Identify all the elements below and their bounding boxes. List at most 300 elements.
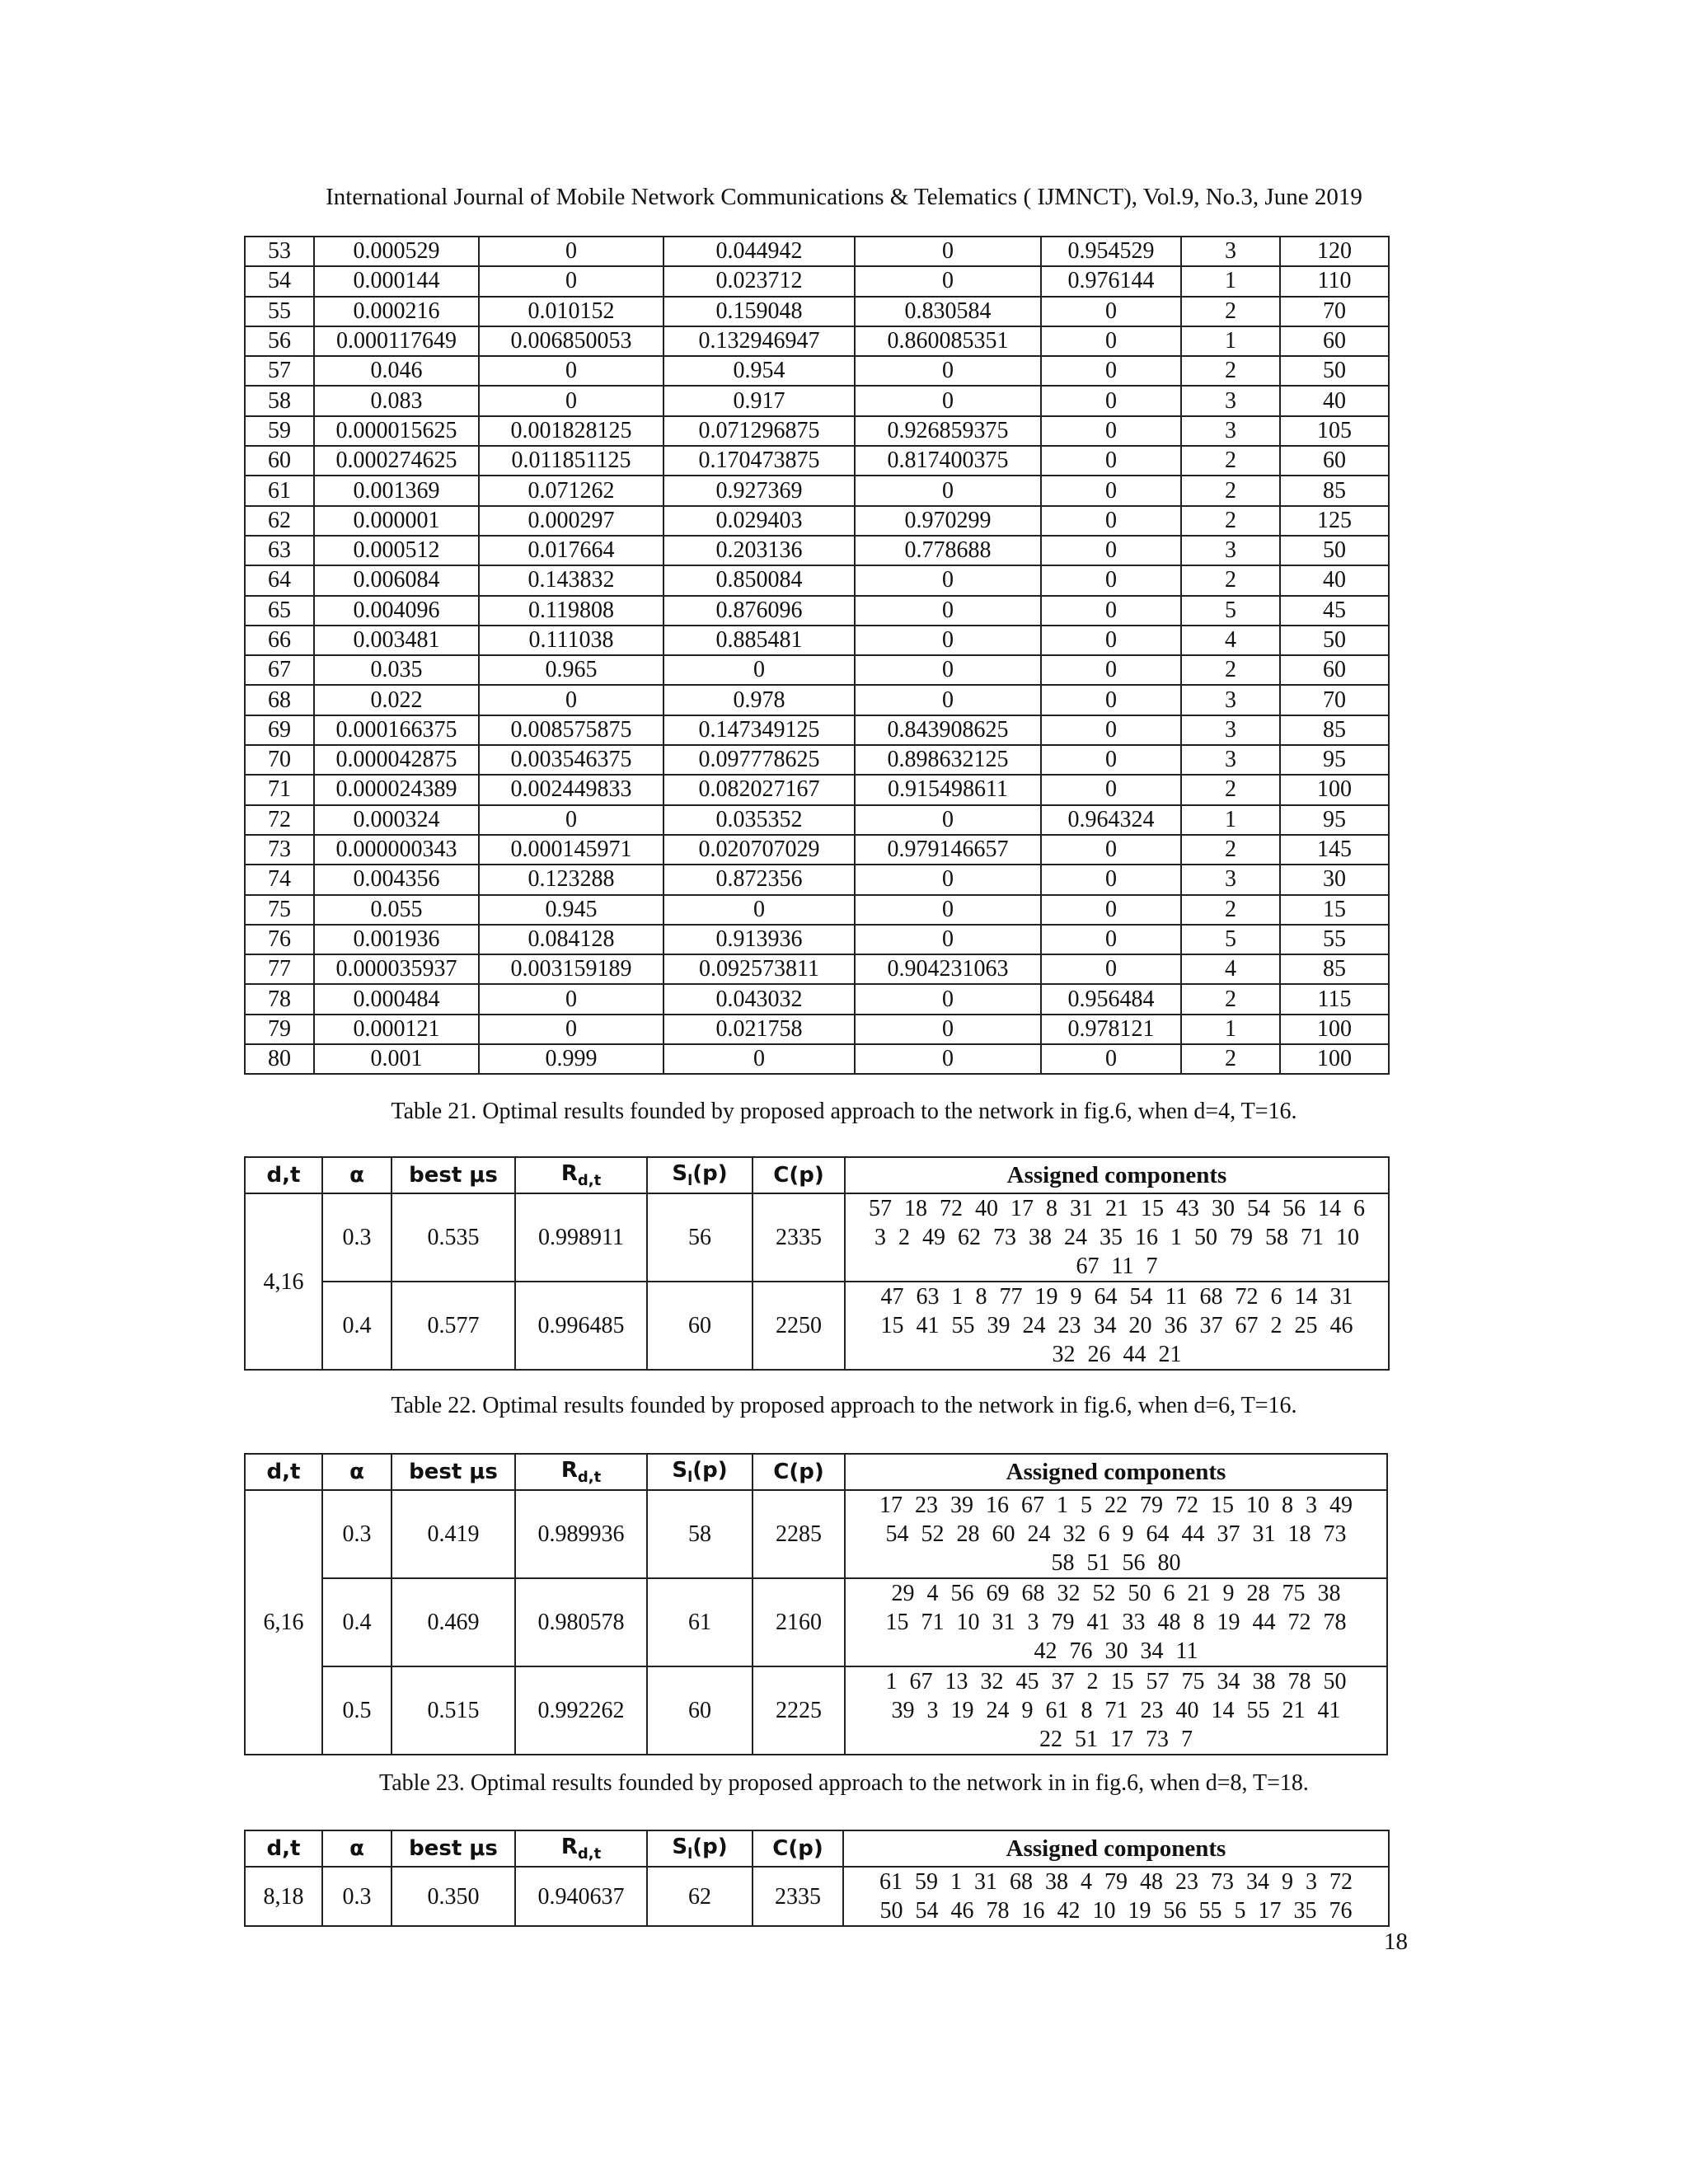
table-row	[245, 805, 1389, 835]
table-cell: 15	[1280, 895, 1389, 925]
table-cell: 71	[245, 775, 314, 804]
table-cell: 0.876096	[663, 596, 855, 626]
table21-caption: Table 21. Optimal results founded by proposed approach to the network in fig.6, when d=4, T=16.	[391, 1099, 1297, 1124]
component-line: 1 67 13 32 45 37 2 15 57 75 34 38 78 50	[885, 1669, 1347, 1694]
table-row	[245, 954, 1389, 984]
table-cell: 0	[479, 984, 663, 1014]
table-cell: 0.001369	[314, 476, 479, 505]
table-cell: 0.978121	[1041, 1015, 1181, 1044]
table-cell: 60	[1280, 326, 1389, 356]
table-cell: 2	[1181, 476, 1280, 505]
table-cell: 5	[1181, 596, 1280, 626]
table-cell: 100	[1280, 1044, 1389, 1074]
dt-cell: 8,18	[245, 1867, 322, 1926]
reliability-subscript: d,t	[577, 1172, 602, 1189]
col-dt: d,t	[245, 1157, 322, 1193]
results-table-22	[244, 1453, 1388, 1755]
table-cell: 0	[479, 1015, 663, 1044]
table-row	[245, 715, 1389, 745]
table-row	[245, 506, 1389, 536]
component-line: 50 54 46 78 16 42 10 19 56 55 5 17 35 76	[879, 1898, 1353, 1924]
table-row	[245, 446, 1389, 476]
table-cell: 0.001828125	[479, 416, 663, 446]
table-cell: 3	[1181, 685, 1280, 715]
table-cell: 120	[1280, 237, 1389, 266]
table-cell: 56	[245, 326, 314, 356]
reliability-symbol: R	[560, 1835, 578, 1859]
table-cell: 0.000512	[314, 536, 479, 565]
component-line: 17 23 39 16 67 1 5 22 79 72 15 10 8 3 49	[879, 1493, 1353, 1518]
table-cell: 0	[1041, 536, 1181, 565]
value-cell: 0.3	[322, 1193, 392, 1282]
table-row	[245, 297, 1389, 326]
table-cell: 0	[855, 386, 1041, 415]
table-cell: 85	[1280, 954, 1389, 984]
value-cell: 2285	[753, 1490, 845, 1578]
value-cell: 2335	[753, 1193, 845, 1282]
table-cell: 70	[1280, 297, 1389, 326]
value-cell: 0.4	[322, 1282, 392, 1370]
table-cell: 0.917	[663, 386, 855, 415]
component-line: 15 41 55 39 24 23 34 20 36 37 67 2 25 46	[880, 1313, 1353, 1338]
table-cell: 0	[855, 895, 1041, 925]
table-cell: 0	[1041, 626, 1181, 655]
table-cell: 0.082027167	[663, 775, 855, 804]
table-cell: 95	[1280, 745, 1389, 775]
value-cell: 0.3	[322, 1490, 392, 1578]
table-cell: 65	[245, 596, 314, 626]
table-cell: 0	[1041, 865, 1181, 894]
col-s	[647, 1830, 753, 1867]
table-cell: 2	[1181, 835, 1280, 865]
table-cell: 2	[1181, 565, 1280, 595]
table-cell: 0	[855, 1015, 1041, 1044]
table-cell: 0.123288	[479, 865, 663, 894]
table-cell: 0	[1041, 655, 1181, 685]
table-cell: 0.000529	[314, 237, 479, 266]
table-cell: 0.000001	[314, 506, 479, 536]
table-cell: 1	[1181, 326, 1280, 356]
table-cell: 0.001936	[314, 925, 479, 954]
table-row	[245, 476, 1389, 505]
col-assigned: Assigned components	[843, 1830, 1389, 1867]
table-cell: 1	[1181, 805, 1280, 835]
assigned-components	[845, 1666, 1387, 1755]
component-line: 61 59 1 31 68 38 4 79 48 23 73 34 9 3 72	[879, 1869, 1353, 1895]
table-cell: 3	[1181, 536, 1280, 565]
table-cell: 2	[1181, 356, 1280, 386]
table-cell: 0.203136	[663, 536, 855, 565]
table-row	[245, 1044, 1389, 1074]
table-cell: 73	[245, 835, 314, 865]
col-cost: C(p)	[753, 1157, 845, 1193]
table-cell: 0.817400375	[855, 446, 1041, 476]
table-cell: 4	[1181, 626, 1280, 655]
table-cell: 0	[855, 1044, 1041, 1074]
table-cell: 0.035352	[663, 805, 855, 835]
value-cell: 2160	[753, 1578, 845, 1666]
value-cell: 0.980578	[515, 1578, 647, 1666]
value-cell: 0.419	[392, 1490, 515, 1578]
table-cell: 0.000166375	[314, 715, 479, 745]
table-cell: 0.092573811	[663, 954, 855, 984]
table-cell: 0.006084	[314, 565, 479, 595]
table-cell: 0	[663, 655, 855, 685]
col-s	[647, 1157, 753, 1193]
reliability-subscript: d,t	[577, 1469, 602, 1486]
col-alpha: α	[322, 1830, 392, 1867]
table-cell: 0.003546375	[479, 745, 663, 775]
table-cell: 70	[245, 745, 314, 775]
table-cell: 59	[245, 416, 314, 446]
table-cell: 3	[1181, 386, 1280, 415]
table-cell: 0.000015625	[314, 416, 479, 446]
table-cell: 40	[1280, 565, 1389, 595]
table-cell: 50	[1280, 536, 1389, 565]
table-cell: 0	[855, 237, 1041, 266]
value-cell: 0.3	[322, 1867, 392, 1926]
table-cell: 0.071262	[479, 476, 663, 505]
table-cell: 0.850084	[663, 565, 855, 595]
table-cell: 55	[245, 297, 314, 326]
table-cell: 0.000145971	[479, 835, 663, 865]
table-cell: 0.111038	[479, 626, 663, 655]
table-row	[245, 655, 1389, 685]
table-cell: 105	[1280, 416, 1389, 446]
table-cell: 0.915498611	[855, 775, 1041, 804]
table23-caption: Table 23. Optimal results founded by proposed approach to the network in in fig.6, when d=8, T=18.	[379, 1770, 1309, 1796]
result-row	[245, 1867, 1389, 1926]
table-row	[245, 596, 1389, 626]
table-cell: 40	[1280, 386, 1389, 415]
table-cell: 0	[855, 685, 1041, 715]
table-cell: 85	[1280, 476, 1389, 505]
table-cell: 0.003481	[314, 626, 479, 655]
table-cell: 50	[1280, 626, 1389, 655]
table-cell: 0	[855, 805, 1041, 835]
table-row	[245, 775, 1389, 804]
table-cell: 0.084128	[479, 925, 663, 954]
value-cell: 62	[647, 1867, 753, 1926]
table-cell: 58	[245, 386, 314, 415]
table-cell: 0.926859375	[855, 416, 1041, 446]
reliability-symbol: R	[560, 1458, 578, 1483]
table-row	[245, 1015, 1389, 1044]
table-row	[245, 356, 1389, 386]
table-cell: 0	[855, 626, 1041, 655]
value-cell: 58	[647, 1490, 753, 1578]
table-cell: 0.000297	[479, 506, 663, 536]
dt-cell: 4,16	[245, 1193, 322, 1370]
table-cell: 0.843908625	[855, 715, 1041, 745]
running-header: International Journal of Mobile Network Communications & Telematics ( IJMNCT), Vol.9, No.3, June 2019	[326, 184, 1362, 210]
table-cell: 0	[855, 266, 1041, 296]
table-cell: 0	[1041, 297, 1181, 326]
table-cell: 0.097778625	[663, 745, 855, 775]
table-cell: 68	[245, 685, 314, 715]
table-cell: 100	[1280, 1015, 1389, 1044]
reliability-subscript: d,t	[577, 1845, 602, 1863]
table-cell: 76	[245, 925, 314, 954]
table-cell: 0.000117649	[314, 326, 479, 356]
table-row	[245, 925, 1389, 954]
table-cell: 0.020707029	[663, 835, 855, 865]
col-cost: C(p)	[753, 1830, 843, 1867]
value-cell: 61	[647, 1578, 753, 1666]
table-cell: 0	[1041, 326, 1181, 356]
col-s	[647, 1454, 753, 1490]
table-cell: 0	[1041, 775, 1181, 804]
table-cell: 57	[245, 356, 314, 386]
table-cell: 0.000324	[314, 805, 479, 835]
value-cell: 56	[647, 1193, 753, 1282]
col-assigned: Assigned components	[845, 1157, 1389, 1193]
table-cell: 78	[245, 984, 314, 1014]
component-line: 29 4 56 69 68 32 52 50 6 21 9 28 75 38	[891, 1581, 1341, 1606]
table-cell: 0.010152	[479, 297, 663, 326]
table-row	[245, 984, 1389, 1014]
table-cell: 0.132946947	[663, 326, 855, 356]
component-line: 3 2 49 62 73 38 24 35 16 1 50 79 58 71 10	[874, 1225, 1359, 1250]
table-cell: 67	[245, 655, 314, 685]
table-cell: 0.830584	[855, 297, 1041, 326]
table-row	[245, 626, 1389, 655]
table-cell: 0.043032	[663, 984, 855, 1014]
table-cell: 0.860085351	[855, 326, 1041, 356]
value-cell: 60	[647, 1666, 753, 1755]
table-row	[245, 685, 1389, 715]
table-cell: 0.965	[479, 655, 663, 685]
value-cell: 0.469	[392, 1578, 515, 1666]
col-dt: d,t	[245, 1454, 322, 1490]
table-cell: 79	[245, 1015, 314, 1044]
table-cell: 0.055	[314, 895, 479, 925]
table-cell: 0	[855, 565, 1041, 595]
table-cell: 2	[1181, 895, 1280, 925]
col-cost: C(p)	[753, 1454, 845, 1490]
table-row	[245, 745, 1389, 775]
result-row	[245, 1666, 1387, 1755]
col-best-mu: best μs	[392, 1454, 515, 1490]
s-symbol: S	[672, 1835, 688, 1859]
table-cell: 0.159048	[663, 297, 855, 326]
table-cell: 60	[1280, 655, 1389, 685]
table-cell: 0	[1041, 925, 1181, 954]
component-line: 57 18 72 40 17 8 31 21 15 43 30 54 56 14 6	[869, 1196, 1365, 1221]
table-cell: 3	[1181, 237, 1280, 266]
table-cell: 0.898632125	[855, 745, 1041, 775]
table-cell: 0	[663, 895, 855, 925]
table-cell: 2	[1181, 446, 1280, 476]
table-row	[245, 237, 1389, 266]
table-cell: 0.000216	[314, 297, 479, 326]
s-subscript: l	[687, 1172, 693, 1189]
table-cell: 4	[1181, 954, 1280, 984]
table-cell: 0	[1041, 596, 1181, 626]
table-cell: 0.002449833	[479, 775, 663, 804]
table-cell: 115	[1280, 984, 1389, 1014]
reliability-symbol: R	[560, 1161, 578, 1186]
table-cell: 0	[1041, 1044, 1181, 1074]
table-cell: 0	[1041, 356, 1181, 386]
table-cell: 74	[245, 865, 314, 894]
value-cell: 2335	[753, 1867, 843, 1926]
results-table-23	[244, 1830, 1390, 1927]
table-cell: 75	[245, 895, 314, 925]
value-cell: 0.992262	[515, 1666, 647, 1755]
table-cell: 0.017664	[479, 536, 663, 565]
table-cell: 0.978	[663, 685, 855, 715]
component-line: 42 76 30 34 11	[1034, 1638, 1198, 1664]
table-cell: 0	[1041, 416, 1181, 446]
table-cell: 61	[245, 476, 314, 505]
table-cell: 0.913936	[663, 925, 855, 954]
component-line: 47 63 1 8 77 19 9 64 54 11 68 72 6 14 31	[880, 1284, 1353, 1310]
page-number: 18	[1384, 1929, 1408, 1955]
table-cell: 110	[1280, 266, 1389, 296]
table-cell: 0	[855, 865, 1041, 894]
table-cell: 2	[1181, 655, 1280, 685]
table-cell: 1	[1181, 266, 1280, 296]
assigned-components	[845, 1578, 1387, 1666]
table-cell: 0.976144	[1041, 266, 1181, 296]
table-cell: 54	[245, 266, 314, 296]
table-cell: 2	[1181, 297, 1280, 326]
table-cell: 0.044942	[663, 237, 855, 266]
table-cell: 1	[1181, 1015, 1280, 1044]
value-cell: 0.4	[322, 1578, 392, 1666]
table-cell: 0.000035937	[314, 954, 479, 984]
table-cell: 0.964324	[1041, 805, 1181, 835]
table-cell: 0	[1041, 565, 1181, 595]
table-cell: 0	[1041, 386, 1181, 415]
table-cell: 0.022	[314, 685, 479, 715]
table-cell: 0.023712	[663, 266, 855, 296]
table-cell: 0	[479, 237, 663, 266]
table-cell: 0.170473875	[663, 446, 855, 476]
component-line: 22 51 17 73 7	[1039, 1727, 1193, 1752]
table-cell: 77	[245, 954, 314, 984]
value-cell: 0.350	[392, 1867, 515, 1926]
table-cell: 0.119808	[479, 596, 663, 626]
data-table	[244, 236, 1390, 1075]
table-cell: 62	[245, 506, 314, 536]
table-cell: 3	[1181, 865, 1280, 894]
table-cell: 2	[1181, 984, 1280, 1014]
value-cell: 0.940637	[515, 1867, 647, 1926]
table-cell: 0.004356	[314, 865, 479, 894]
table-cell: 50	[1280, 356, 1389, 386]
table-cell: 0	[1041, 446, 1181, 476]
table-cell: 2	[1181, 506, 1280, 536]
value-cell: 60	[647, 1282, 753, 1370]
table-cell: 0	[1041, 506, 1181, 536]
table-cell: 0.999	[479, 1044, 663, 1074]
table-cell: 0.000121	[314, 1015, 479, 1044]
table-cell: 0.004096	[314, 596, 479, 626]
col-reliability	[515, 1454, 647, 1490]
table-cell: 66	[245, 626, 314, 655]
col-dt: d,t	[245, 1830, 322, 1867]
table-cell: 2	[1181, 1044, 1280, 1074]
table-cell: 55	[1280, 925, 1389, 954]
table-cell: 3	[1181, 715, 1280, 745]
col-reliability	[515, 1157, 647, 1193]
table-cell: 70	[1280, 685, 1389, 715]
table-cell: 145	[1280, 835, 1389, 865]
table-cell: 0	[479, 805, 663, 835]
table-cell: 0	[855, 984, 1041, 1014]
table-cell: 60	[245, 446, 314, 476]
assigned-components	[843, 1867, 1389, 1926]
table-cell: 5	[1181, 925, 1280, 954]
col-best-mu: best μs	[392, 1157, 515, 1193]
table-cell: 0	[855, 655, 1041, 685]
assigned-components	[845, 1193, 1389, 1282]
value-cell: 0.996485	[515, 1282, 647, 1370]
table-row	[245, 416, 1389, 446]
table-cell: 0	[479, 386, 663, 415]
table-cell: 0.000000343	[314, 835, 479, 865]
table-cell: 0	[1041, 954, 1181, 984]
table-row	[245, 835, 1389, 865]
table-cell: 0.945	[479, 895, 663, 925]
component-line: 54 52 28 60 24 32 6 9 64 44 37 31 18 73	[885, 1521, 1347, 1547]
table-cell: 0	[1041, 835, 1181, 865]
table-cell: 0.071296875	[663, 416, 855, 446]
table-cell: 72	[245, 805, 314, 835]
table-row	[245, 326, 1389, 356]
table-cell: 0	[1041, 895, 1181, 925]
table-cell: 64	[245, 565, 314, 595]
table-cell: 0	[1041, 476, 1181, 505]
assigned-components	[845, 1490, 1387, 1578]
table-cell: 0.970299	[855, 506, 1041, 536]
result-row	[245, 1490, 1387, 1578]
value-cell: 0.535	[392, 1193, 515, 1282]
table-cell: 0	[479, 266, 663, 296]
table-row	[245, 865, 1389, 894]
table-cell: 0.008575875	[479, 715, 663, 745]
s-symbol: S	[672, 1458, 688, 1483]
table-cell: 0.904231063	[855, 954, 1041, 984]
table-cell: 0.000484	[314, 984, 479, 1014]
result-row	[245, 1193, 1389, 1282]
table-cell: 0.000042875	[314, 745, 479, 775]
table-cell: 0	[855, 596, 1041, 626]
table-cell: 0.021758	[663, 1015, 855, 1044]
col-alpha: α	[322, 1157, 392, 1193]
table-cell: 0.001	[314, 1044, 479, 1074]
table-cell: 0.011851125	[479, 446, 663, 476]
table-cell: 0.956484	[1041, 984, 1181, 1014]
table-cell: 53	[245, 237, 314, 266]
table-cell: 85	[1280, 715, 1389, 745]
value-cell: 0.5	[322, 1666, 392, 1755]
dt-cell: 6,16	[245, 1490, 322, 1755]
table-cell: 0.035	[314, 655, 479, 685]
table-cell: 0.954	[663, 356, 855, 386]
value-cell: 2250	[753, 1282, 845, 1370]
table-cell: 30	[1280, 865, 1389, 894]
result-row	[245, 1282, 1389, 1370]
assigned-components	[845, 1282, 1389, 1370]
table-cell: 3	[1181, 416, 1280, 446]
table-cell: 0.006850053	[479, 326, 663, 356]
table-cell: 0.979146657	[855, 835, 1041, 865]
table-cell: 0.000274625	[314, 446, 479, 476]
table22-caption: Table 22. Optimal results founded by proposed approach to the network in fig.6, when d=6, T=16.	[391, 1393, 1297, 1418]
